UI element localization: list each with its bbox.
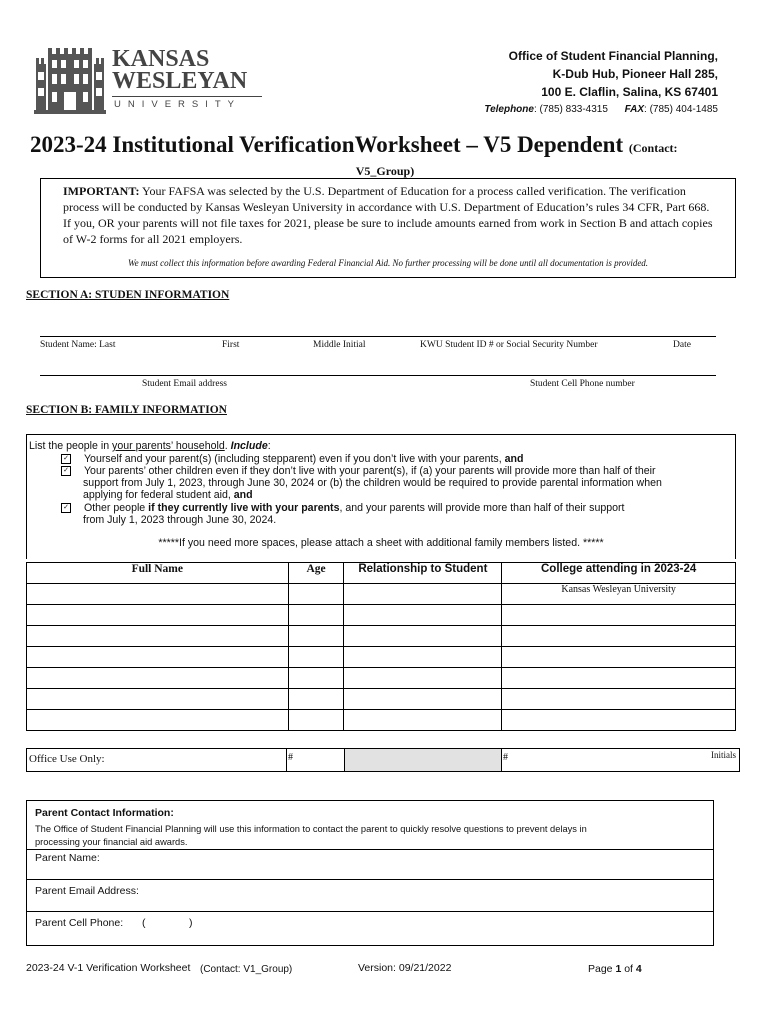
footer-form-title: 2023-24 V-1 Verification Worksheet [26, 962, 191, 974]
parent-text-line1: The Office of Student Financial Planning will use this information to contact the parent to quickly resolve questions to prevent delays in [35, 824, 587, 834]
intro-pre: List the people in [29, 440, 113, 452]
header-college: College attending in 2023-24 [502, 563, 736, 584]
student-name-line[interactable] [40, 336, 716, 337]
table-cell[interactable] [502, 626, 736, 647]
parent-contact-heading: Parent Contact Information: [35, 807, 174, 819]
item3-pre: Other people [83, 502, 149, 514]
intro-post: . [224, 440, 231, 452]
parent-text-line2: processing your financial aid awards. [35, 837, 188, 847]
office-use-hash1: # [288, 752, 293, 763]
label-last-name: Student Name: Last [40, 340, 116, 350]
table-row [27, 710, 736, 731]
checkbox-icon[interactable]: ✓ [61, 466, 71, 476]
telephone-value: : (785) 833-4315 [533, 104, 608, 115]
table-cell[interactable] [27, 668, 289, 689]
table-cell[interactable] [344, 710, 502, 731]
logo-wordmark [112, 48, 247, 92]
parent-contact-text [35, 823, 587, 849]
item3-post: , and your parents will provide more than half of their support [339, 502, 625, 514]
table-cell[interactable] [344, 647, 502, 668]
table-cell[interactable] [502, 605, 736, 626]
household-intro [29, 440, 271, 452]
logo-name-line1: KANSAS [112, 46, 210, 72]
logo-divider [112, 96, 262, 97]
intro-underline: your parents’ household [112, 440, 225, 452]
table-cell[interactable] [27, 605, 289, 626]
page-total: 4 [635, 963, 642, 975]
title-main: 2023-24 Institutional VerificationWorksheet – V5 Dependent [30, 132, 624, 157]
section-a-heading: SECTION A: STUDEN INFORMATION [26, 289, 230, 301]
fax-label: FAX [624, 104, 645, 115]
intro-include: Include [230, 440, 268, 452]
section-b-heading: SECTION B: FAMILY INFORMATION [26, 404, 227, 416]
office-phone-line [484, 101, 718, 119]
table-cell[interactable] [502, 647, 736, 668]
university-logo [34, 44, 264, 114]
item2-bold: and [233, 489, 253, 501]
table-cell[interactable] [502, 710, 736, 731]
important-notice-box [40, 178, 736, 278]
page-num: 1 [615, 963, 622, 975]
office-use-label: Office Use Only: [29, 753, 105, 765]
logo-name-line2: WESLEYAN [112, 68, 248, 94]
office-address [484, 47, 718, 119]
family-table [26, 562, 736, 731]
office-use-bar [26, 748, 740, 772]
table-header-row [27, 563, 736, 584]
label-first-name: First [222, 340, 240, 350]
important-text: Your FAFSA was selected by the U.S. Department of Education for a process called verification. The verification process will be conducted by Kansas Wesleyan University in accordance with U.S. Department of Education’s rules 34 CFR, Part 668. If you, OR your parents will not file taxes for 2021, please be sure to include amounts earned from work in Section B and attach copies of W-2 forms for all 2021 employers. [63, 184, 713, 246]
parent-name-field[interactable] [27, 849, 713, 880]
item2-line3: applying for federal student aid, [83, 489, 234, 501]
table-row [27, 689, 736, 710]
label-student-cell: Student Cell Phone number [530, 379, 635, 389]
intro-colon: : [267, 440, 271, 452]
item2-line3-wrap [83, 489, 253, 501]
table-cell[interactable] [288, 689, 344, 710]
table-cell[interactable] [27, 710, 289, 731]
parent-contact-box [26, 800, 714, 946]
parent-name-label: Parent Name: [35, 852, 100, 864]
table-row [27, 605, 736, 626]
parent-email-label: Parent Email Address: [35, 885, 139, 897]
office-use-initials: Initials [711, 750, 736, 760]
parent-phone-label: Parent Cell Phone: [35, 917, 124, 929]
label-student-email: Student Email address [142, 379, 227, 389]
footer-version: Version: 09/21/2022 [358, 962, 452, 974]
office-use-hash2: # [503, 752, 508, 763]
table-cell[interactable] [27, 584, 289, 605]
building-logo-icon [34, 44, 106, 114]
office-use-shaded-cell [344, 749, 502, 771]
household-item-3 [61, 502, 625, 514]
table-row [27, 584, 736, 605]
header-relationship: Relationship to Student [344, 563, 502, 584]
footer-form-name [26, 962, 190, 974]
household-item-1 [61, 453, 523, 465]
household-instructions [26, 434, 736, 559]
title-contact-line2: V5_Group) [355, 164, 415, 178]
important-label: IMPORTANT: [63, 184, 140, 198]
table-cell[interactable] [344, 605, 502, 626]
checkbox-icon[interactable]: ✓ [61, 503, 71, 513]
header-full-name: Full Name [27, 563, 289, 584]
table-row [27, 647, 736, 668]
office-use-cell-2 [501, 749, 738, 771]
label-middle-initial: Middle Initial [313, 340, 366, 350]
title-contact: (Contact: [628, 141, 678, 155]
extra-spaces-note: *****If you need more spaces, please attach a sheet with additional family members listed. ***** [158, 537, 604, 549]
office-line3: 100 E. Claflin, Salina, KS 67401 [541, 85, 718, 99]
item1-text: Yourself and your parent(s) (including stepparent) even if you don’t live with your parents, [83, 453, 505, 465]
table-cell[interactable] [288, 668, 344, 689]
logo-name-line3: UNIVERSITY [114, 99, 242, 110]
table-cell[interactable] [288, 710, 344, 731]
table-cell[interactable] [27, 689, 289, 710]
table-cell[interactable] [502, 668, 736, 689]
table-row [27, 626, 736, 647]
page-title [30, 132, 760, 158]
telephone-label: Telephone [484, 104, 534, 115]
label-date: Date [673, 340, 691, 350]
table-cell[interactable] [344, 626, 502, 647]
office-use-cell-1 [286, 749, 345, 771]
header-age: Age [288, 563, 344, 584]
of-word: of [621, 963, 636, 975]
table-cell[interactable] [344, 668, 502, 689]
household-item-2 [61, 465, 656, 477]
table-cell[interactable] [344, 689, 502, 710]
item2-line2: support from July 1, 2023, through June 30, 2024 or (b) the children would be required to provide parental information when [83, 477, 662, 489]
table-cell[interactable] [27, 647, 289, 668]
table-cell[interactable] [344, 584, 502, 605]
checkbox-icon[interactable]: ✓ [61, 454, 71, 464]
important-note: We must collect this information before awarding Federal Financial Aid. No further processing will be done until all documentation is provided. [127, 258, 649, 268]
table-cell[interactable] [288, 626, 344, 647]
college-cell[interactable]: Kansas Wesleyan University [502, 584, 736, 605]
table-cell[interactable] [288, 605, 344, 626]
table-cell[interactable] [288, 647, 344, 668]
label-student-id: KWU Student ID # or Social Security Number [420, 340, 598, 350]
phone-close-paren: ) [189, 917, 193, 929]
page-word: Page [588, 963, 616, 975]
item3-bold: if they currently live with your parents [148, 502, 340, 514]
office-line2: K-Dub Hub, Pioneer Hall 285, [552, 67, 718, 81]
important-text-block [63, 183, 713, 247]
table-cell[interactable] [502, 689, 736, 710]
fax-value: : (785) 404-1485 [644, 104, 718, 115]
item3-line2: from July 1, 2023 through June 30, 2024. [83, 514, 277, 526]
office-line1: Office of Student Financial Planning, [508, 49, 718, 63]
student-contact-line[interactable] [40, 375, 716, 376]
item1-bold: and [504, 453, 524, 465]
footer-page-number [588, 963, 642, 975]
item2-line1: Your parents’ other children even if they don’t live with your parent(s), if (a) your parents will provide more than half of their [83, 465, 656, 477]
table-cell[interactable] [27, 626, 289, 647]
footer-contact: (Contact: V1_Group) [200, 964, 293, 975]
parent-email-field[interactable] [27, 879, 713, 912]
phone-open-paren: ( [142, 917, 146, 929]
table-cell[interactable] [288, 584, 344, 605]
table-row [27, 668, 736, 689]
parent-phone-field[interactable] [27, 911, 713, 945]
